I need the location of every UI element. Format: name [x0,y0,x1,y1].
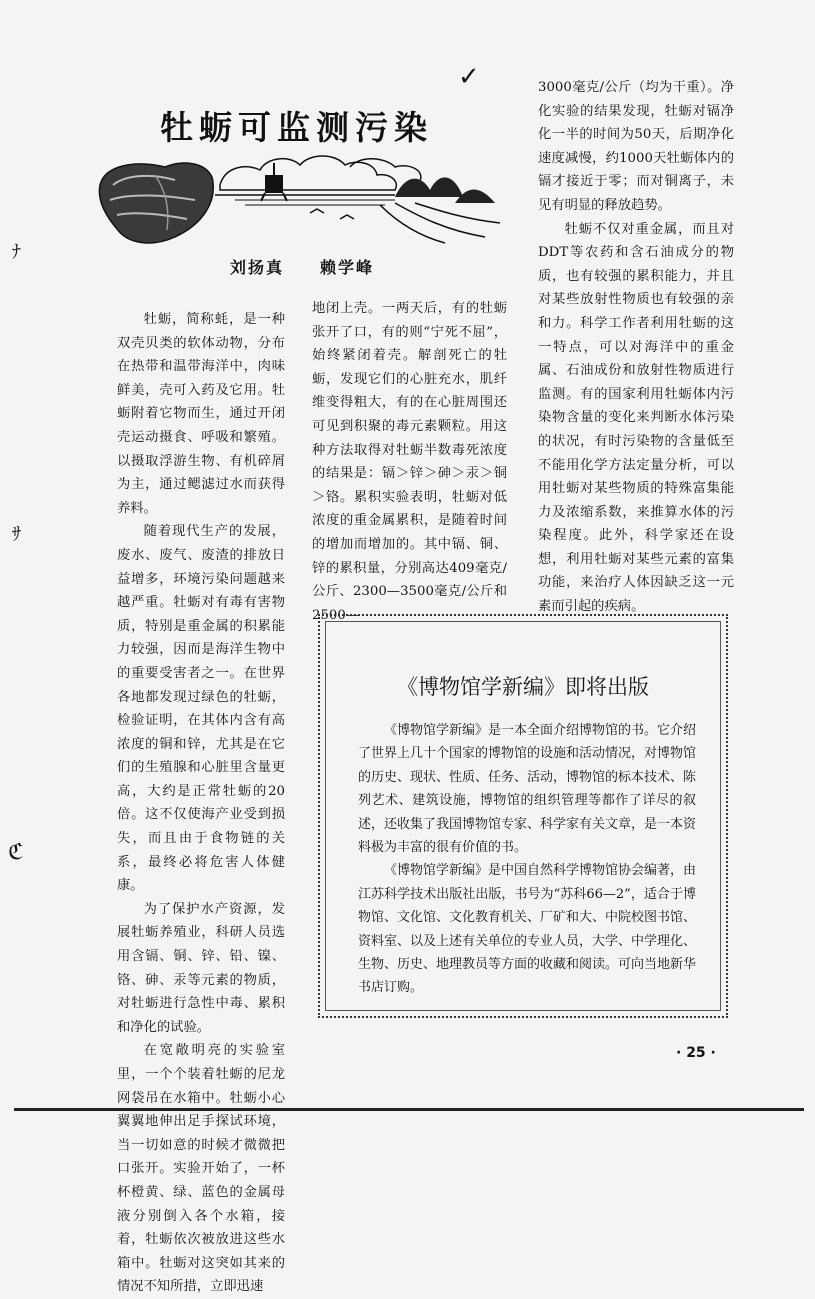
paragraph: 牡蛎，简称蚝，是一种双壳贝类的软体动物，分布在热带和温带海洋中，肉味鲜美，壳可入药及它用。牡蛎附着它物而生，通过开闭壳运动摄食、呼吸和繁殖。以摄取浮游生物、有机碎屑为主，通过鳃滤过水而获得养料。 [117,312,285,516]
oyster-coast-illustration [95,145,505,255]
article-authors: 刘扬真 赖学峰 [230,258,375,277]
article-column-2 [312,297,507,627]
margin-mark: ℭ [8,840,24,865]
margin-mark: ｻ [12,524,21,545]
paragraph: 《博物馆学新编》是中国自然科学博物馆协会编著，由江苏科学技术出版社出版，书号为“苏科66—2”，适合于博物馆、文化馆、文化教育机关、厂矿和大、中院校图书馆、资料室、以及上述有关单位的专业人员，大学、中学理化、生物、历史、地理教员等方面的收藏和阅读。可向当地新华书店订购。 [358,863,697,996]
check-mark: ✓ [458,62,480,92]
paragraph: 《博物馆学新编》是一本全面介绍博物馆的书。它介绍了世界上几十个国家的博物馆的设施和活动情况，对博物馆的历史、现状、性质、任务、活动，博物馆的标本技术、陈列艺术、建筑设施，博物馆的组织管理等都作了详尽的叙述，还收集了我国博物馆专家、科学家有关文章，是一本资料极为丰富的很有价值的书。 [358,723,697,856]
article-title: 牡蛎可监测污染 [160,108,433,147]
notice-body [358,719,696,1000]
book-notice-box [318,614,728,1018]
paragraph: 地闭上壳。一两天后，有的牡蛎张开了口，有的则“宁死不屈”，始终紧闭着壳。解剖死亡的牡蛎，发现它们的心脏充水，肌纤维变得粗大，有的在心脏周围还可见到积聚的毒元素颗粒。用这种方法取得对牡蛎半数毒死浓度的结果是：镉＞锌＞砷＞汞＞铜＞铬。累积实验表明，牡蛎对低浓度的重金属累积，是随着时间的增加而增加的。其中镉、铜、锌的累积量，分别高达409毫克/公斤、2300—3500毫克/公斤和2500— [312,301,507,623]
paragraph: 为了保护水产资源，发展牡蛎养殖业，科研人员选用含镉、铜、锌、铅、镍、铬、砷、汞等元素的物质，对牡蛎进行急性中毒、累积和净化的试验。 [117,901,285,1035]
paragraph: 3000毫克/公斤（均为干重）。净化实验的结果发现，牡蛎对镉净化一半的时间为50天，后期净化速度减慢，约1000天牡蛎体内的镉才接近于零；而对铜离子，未见有明显的释放趋势。 [538,80,734,213]
article-column-1 [117,308,285,1299]
paragraph: 在宽敞明亮的实验室里，一个个装着牡蛎的尼龙网袋吊在水箱中。牡蛎小心翼翼地伸出足手探试环境，当一切如意的时候才微微把口张开。实验开始了，一杯杯橙黄、绿、蓝色的金属母液分别倒入各个水箱，接着，牡蛎依次被放进这些水箱中。牡蛎对这突如其来的情况不知所措，立即迅速 [117,1043,285,1295]
paragraph: 随着现代生产的发展，废水、废气、废渣的排放日益增多，环境污染问题越来越严重。牡蛎对有毒有害物质，特别是重金属的积累能力较强，因而是海洋生物中的重要受害者之一。在世界各地都发现过绿色的牡蛎，检验证明，在其体内含有高浓度的铜和锌，尤其是在它们的生殖腺和心脏里含量更高，大约是正常牡蛎的20倍。这不仅使海产业受到损失，而且由于食物链的关系，最终必将危害人体健康。 [117,524,285,894]
notice-title: 《博物馆学新编》即将出版 [397,675,649,699]
page-number: · 25 · [676,1045,716,1061]
paragraph: 牡蛎不仅对重金属，而且对DDT等农药和含石油成分的物质，也有较强的累积能力，并且对某些放射性物质也有较强的亲和力。科学工作者利用牡蛎的这一特点，可以对海洋中的重金属、石油成份和放射性物质进行监测。有的国家利用牡蛎体内污染物含量的变化来判断水体污染的状况，有时污染物的含量低至不能用化学方法定量分析，可以用牡蛎对某些物质的特殊富集能力及浓缩系数，来推算水体的污染程度。此外，科学家还在设想，利用牡蛎对某些元素的富集功能，来治疗人体因缺乏这一元素而引起的疾病。 [538,221,734,615]
footer-rule [14,1108,804,1111]
margin-mark: ﾅ [12,242,21,263]
article-column-3 [538,76,734,619]
